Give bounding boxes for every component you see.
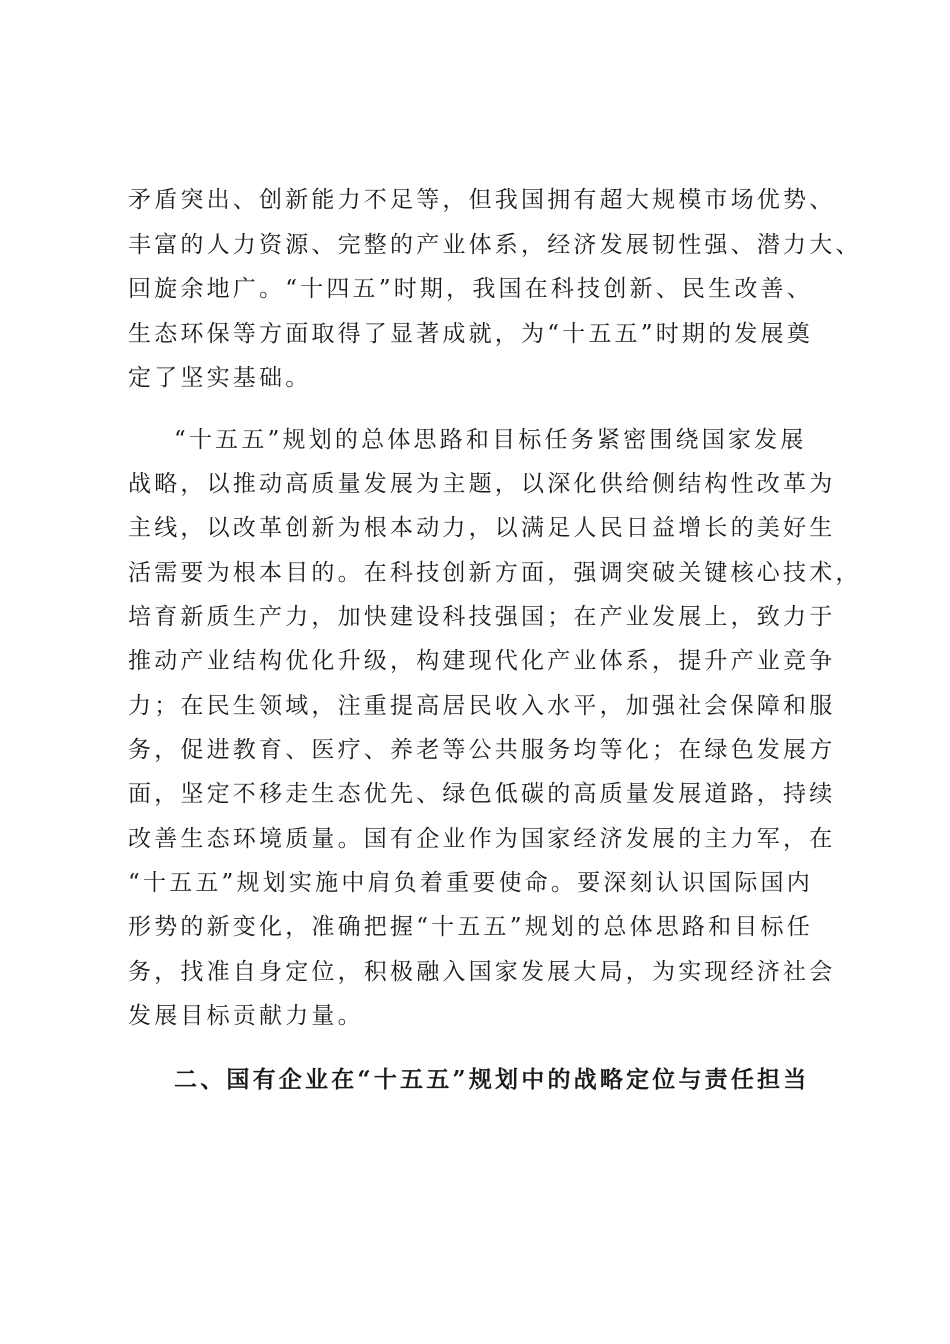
- text-line: 生态环保等方面取得了显著成就，为“十五五”时期的发展奠: [128, 321, 813, 347]
- text-line: 定了坚实基础。: [128, 365, 312, 391]
- text-line: 务，促进教育、医疗、养老等公共服务均等化；在绿色发展方: [128, 737, 836, 763]
- text-line: “十五五”规划实施中肩负着重要使命。要深刻认识国际国内: [128, 870, 813, 896]
- text-line: 战略，以推动高质量发展为主题，以深化供给侧结构性改革为: [128, 471, 836, 497]
- text-line: 培育新质生产力，加快建设科技强国；在产业发展上，致力于: [128, 604, 836, 630]
- text-line: 发展目标贡献力量。: [128, 1003, 364, 1029]
- text-line: 形势的新变化，准确把握“十五五”规划的总体思路和目标任: [128, 914, 813, 940]
- text-line: 丰富的人力资源、完整的产业体系，经济发展韧性强、潜力大、: [128, 232, 862, 258]
- text-line: 回旋余地广。“十四五”时期，我国在科技创新、民生改善、: [128, 276, 813, 302]
- text-line: 推动产业结构优化升级，构建现代化产业体系，提升产业竞争: [128, 648, 836, 674]
- text-line: 矛盾突出、创新能力不足等，但我国拥有超大规模市场优势、: [128, 187, 836, 213]
- section-heading: 二、国有企业在“十五五”规划中的战略定位与责任担当: [174, 1066, 810, 1093]
- text-line: 主线，以改革创新为根本动力，以满足人民日益增长的美好生: [128, 515, 836, 541]
- text-line: 力；在民生领域，注重提高居民收入水平，加强社会保障和服: [128, 693, 836, 719]
- text-line: 改善生态环境质量。国有企业作为国家经济发展的主力军，在: [128, 826, 836, 852]
- text-line: 务，找准自身定位，积极融入国家发展大局，为实现经济社会: [128, 959, 836, 985]
- text-line: 面，坚定不移走生态优先、绿色低碳的高质量发展道路，持续: [128, 781, 836, 807]
- text-line: 活需要为根本目的。在科技创新方面，强调突破关键核心技术，: [128, 560, 862, 586]
- text-line: “十五五”规划的总体思路和目标任务紧密围绕国家发展: [174, 427, 807, 453]
